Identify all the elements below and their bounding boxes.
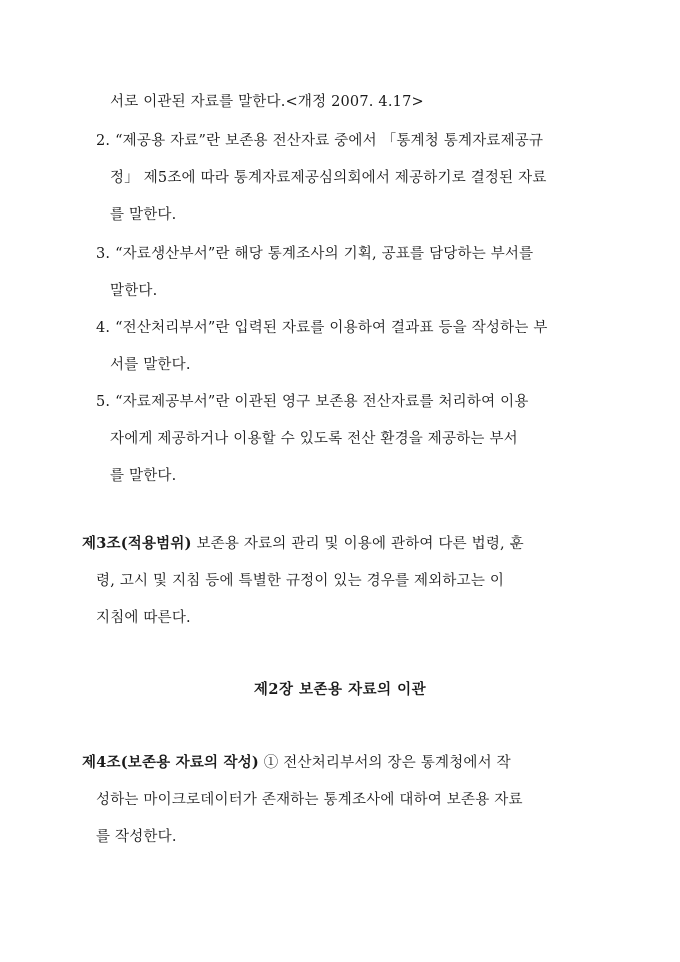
article-4-line-1-row [82, 753, 511, 773]
item-2-line-1: “제공용 자료”란 보존용 전산자료 중에서 「통계청 통계자료제공규 [115, 133, 544, 149]
item-1-continuation [110, 92, 424, 112]
item-2-line-1-row [96, 131, 543, 151]
article-3-line-1: 보존용 자료의 관리 및 이용에 관하여 다른 법령, 훈 [191, 536, 524, 552]
article-3-line-2: 령, 고시 및 지침 등에 특별한 규정이 있는 경우를 제외하고는 이 [96, 573, 505, 589]
article-3-line-3: 지침에 따른다. [96, 610, 191, 626]
article-4-line-1: ① 전산처리부서의 장은 통계청에서 작 [258, 755, 511, 771]
article-3-title: 제3조(적용범위) [82, 535, 192, 552]
item-5-line-3: 를 말한다. [110, 468, 177, 484]
item-4-number: 4. [96, 320, 111, 336]
item-3-number: 3. [96, 246, 111, 262]
item-3-line-1-row [96, 244, 533, 264]
item-4-line-1-row [96, 318, 548, 338]
chapter-2-heading: 제2장 보존용 자료의 이관 [253, 681, 427, 698]
article-3-line-1-row [82, 534, 524, 554]
item-4-line-2: 서를 말한다. [110, 357, 191, 373]
item-2-line-3: 를 말한다. [110, 207, 177, 223]
item-2-number: 2. [96, 133, 111, 149]
item-5-line-2: 자에게 제공하거나 이용할 수 있도록 전산 환경을 제공하는 부서 [110, 431, 518, 447]
item-3-line-1: “자료생산부서”란 해당 통계조사의 기획, 공표를 담당하는 부서를 [115, 246, 534, 262]
article-4-title: 제4조(보존용 자료의 작성) [82, 754, 259, 771]
article-4-line-3: 를 작성한다. [96, 829, 177, 845]
item-1-line-1: 서로 이관된 자료를 말한다.<개정 2007. 4.17> [110, 94, 424, 110]
article-4-line-2: 성하는 마이크로데이터가 존재하는 통계조사에 대하여 보존용 자료 [96, 792, 523, 808]
item-5-line-1: “자료제공부서”란 이관된 영구 보존용 전산자료를 처리하여 이용 [115, 394, 529, 410]
item-3-line-2: 말한다. [110, 283, 158, 299]
item-5-line-1-row [96, 392, 529, 412]
item-4-line-1: “전산처리부서”란 입력된 자료를 이용하여 결과표 등을 작성하는 부 [115, 320, 548, 336]
item-2-line-2: 정」 제5조에 따라 통계자료제공심의회에서 제공하기로 결정된 자료 [110, 170, 547, 186]
item-5-number: 5. [96, 394, 111, 410]
